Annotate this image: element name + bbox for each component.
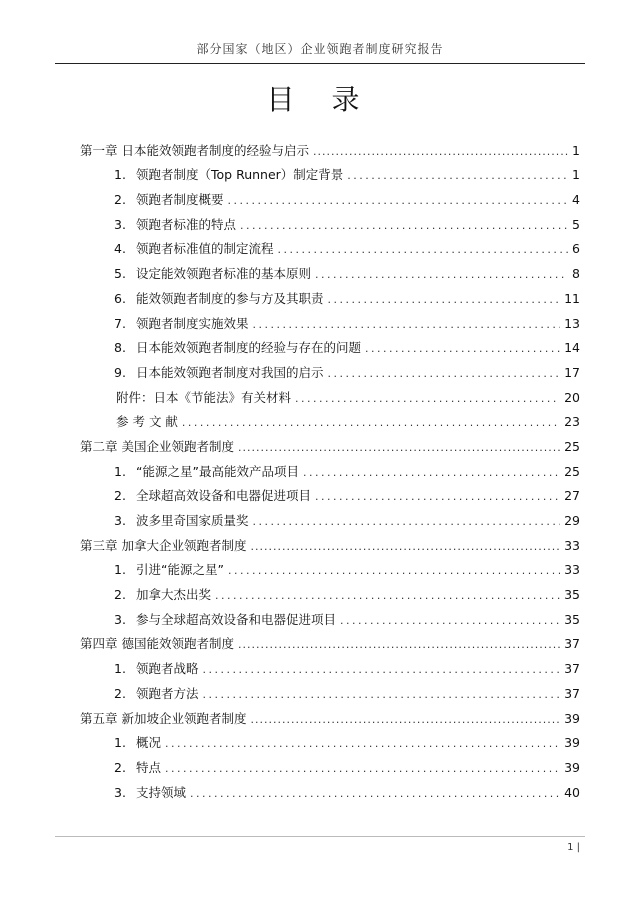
toc-entry[interactable] xyxy=(80,578,580,603)
toc-entry-label: 领跑者标准值的制定流程 xyxy=(136,241,274,257)
toc-entry-page: 39 xyxy=(564,759,580,775)
toc-leader-dots xyxy=(328,293,561,307)
toc-entry-label: 日本能效领跑者制度对我国的启示 xyxy=(136,364,324,380)
toc-entry-label: 第三章 加拿大企业领跑者制度 xyxy=(80,537,247,553)
toc-entry[interactable] xyxy=(80,628,580,653)
toc-entry-number: 2. xyxy=(114,759,126,775)
toc-leader-dots xyxy=(253,515,561,529)
toc-entry-label: 领跑者方法 xyxy=(136,685,199,701)
toc-leader-dots xyxy=(203,688,561,702)
toc-entry-page: 25 xyxy=(564,438,580,454)
toc-entry[interactable] xyxy=(80,332,580,357)
toc-entry-page: 39 xyxy=(564,735,580,751)
toc-entry-label: 第二章 美国企业领跑者制度 xyxy=(80,438,234,454)
toc-leader-dots xyxy=(228,564,560,578)
toc-entry-number: 3. xyxy=(114,611,126,627)
toc-entry-page: 11 xyxy=(564,290,580,306)
toc-entry[interactable] xyxy=(80,208,580,233)
toc-entry[interactable] xyxy=(80,455,580,480)
toc-leader-dots xyxy=(165,762,560,776)
toc-entry-label: 引进“能源之星” xyxy=(136,562,224,578)
toc-entry-page: 13 xyxy=(564,315,580,331)
toc-entry-number: 3. xyxy=(114,216,126,232)
toc-entry-page: 35 xyxy=(564,587,580,603)
toc-entry-page: 37 xyxy=(564,636,580,652)
toc-leader-dots xyxy=(182,416,560,430)
toc-entry-page: 27 xyxy=(564,488,580,504)
toc-leader-dots xyxy=(240,219,568,233)
toc-entry-page: 14 xyxy=(564,340,580,356)
toc-entry-label: 附件：日本《节能法》有关材料 xyxy=(116,389,292,405)
toc-entry-label: 能效领跑者制度的参与方及其职责 xyxy=(136,290,324,306)
toc-entry-label: 领跑者战略 xyxy=(136,661,199,677)
toc-entry-number: 1. xyxy=(114,735,126,751)
toc-entry-number: 2. xyxy=(114,488,126,504)
toc-entry-page: 1 xyxy=(572,167,580,183)
toc-entry-page: 17 xyxy=(564,364,580,380)
toc-entry-label: 概况 xyxy=(136,735,162,751)
toc-entry[interactable] xyxy=(80,406,580,431)
toc-entry-page: 29 xyxy=(564,513,580,528)
toc-entry-number: 1. xyxy=(114,463,126,479)
toc-entry-page: 6 xyxy=(572,241,580,257)
toc-entry-page: 5 xyxy=(572,216,580,232)
toc-leader-dots xyxy=(165,737,560,751)
toc-entry[interactable] xyxy=(80,159,580,184)
toc-entry-label: 特点 xyxy=(136,759,162,775)
toc-leader-dots xyxy=(250,713,560,727)
toc-entry-label: 加拿大杰出奖 xyxy=(136,587,212,603)
toc-leader-dots xyxy=(303,466,560,480)
toc-entry-page: 23 xyxy=(564,414,580,430)
toc-entry-page: 1 xyxy=(572,142,580,158)
toc-entry-number: 1. xyxy=(114,167,126,183)
page-title: 目 录 xyxy=(266,83,374,116)
toc-entry-page: 33 xyxy=(564,537,580,553)
toc-leader-dots xyxy=(238,441,560,455)
toc-entry[interactable] xyxy=(80,751,580,776)
toc-leader-dots xyxy=(278,243,568,257)
toc-leader-dots xyxy=(228,194,568,208)
toc-entry-page: 40 xyxy=(564,784,580,800)
toc-entry[interactable] xyxy=(80,134,580,159)
table-of-contents xyxy=(80,134,580,801)
toc-entry[interactable] xyxy=(80,652,580,677)
toc-entry-page: 33 xyxy=(564,562,580,578)
toc-entry[interactable] xyxy=(80,702,580,727)
toc-entry-label: 参 考 文 献 xyxy=(116,414,178,430)
toc-entry-number: 2. xyxy=(114,192,126,208)
toc-entry-label: 领跑者制度实施效果 xyxy=(136,315,249,331)
toc-entry-label: 第四章 德国能效领跑者制度 xyxy=(80,636,234,652)
toc-entry[interactable] xyxy=(80,381,580,406)
toc-entry-page: 39 xyxy=(564,710,580,726)
page-number: 1 | xyxy=(567,842,580,853)
toc-leader-dots xyxy=(250,540,560,554)
toc-leader-dots xyxy=(347,169,568,183)
toc-entry-number: 2. xyxy=(114,685,126,701)
toc-entry-page: 4 xyxy=(572,192,580,208)
toc-leader-dots xyxy=(365,342,560,356)
toc-entry[interactable] xyxy=(80,183,580,208)
toc-leader-dots xyxy=(340,614,560,628)
toc-entry-number: 7. xyxy=(114,315,126,331)
toc-entry-label: 第一章 日本能效领跑者制度的经验与启示 xyxy=(80,142,309,158)
toc-entry[interactable] xyxy=(80,727,580,752)
toc-leader-dots xyxy=(190,787,560,801)
toc-entry[interactable] xyxy=(80,554,580,579)
toc-leader-dots xyxy=(203,663,561,677)
toc-entry-label: 波多里奇国家质量奖 xyxy=(136,513,249,528)
toc-entry-page: 37 xyxy=(564,661,580,677)
toc-entry-label: 支持领域 xyxy=(136,784,187,800)
toc-entry-number: 6. xyxy=(114,290,126,306)
toc-entry-label: 领跑者制度概要 xyxy=(136,192,224,208)
toc-entry[interactable] xyxy=(80,603,580,628)
toc-leader-dots xyxy=(253,318,561,332)
toc-leader-dots xyxy=(238,638,560,652)
toc-entry[interactable] xyxy=(80,257,580,282)
toc-entry-label: 参与全球超高效设备和电器促进项目 xyxy=(136,611,337,627)
toc-entry-label: 第五章 新加坡企业领跑者制度 xyxy=(80,710,247,726)
toc-leader-dots xyxy=(313,145,568,159)
toc-entry[interactable] xyxy=(80,233,580,258)
header-divider xyxy=(55,63,585,64)
toc-entry-label: 设定能效领跑者标准的基本原则 xyxy=(136,266,312,282)
toc-entry-number: 3. xyxy=(114,513,126,528)
toc-entry-number: 8. xyxy=(114,340,126,356)
toc-entry-page: 35 xyxy=(564,611,580,627)
running-header: 部分国家（地区）企业领跑者制度研究报告 xyxy=(196,42,444,56)
toc-entry-page: 8 xyxy=(572,266,580,282)
toc-entry[interactable] xyxy=(80,677,580,702)
toc-entry-number: 3. xyxy=(114,784,126,800)
toc-leader-dots xyxy=(215,589,560,603)
toc-entry-number: 1. xyxy=(114,562,126,578)
toc-entry-number: 1. xyxy=(114,661,126,677)
toc-entry[interactable] xyxy=(80,282,580,307)
toc-entry-number: 9. xyxy=(114,364,126,380)
toc-entry-number: 4. xyxy=(114,241,126,257)
toc-entry-label: “能源之星”最高能效产品项目 xyxy=(136,463,299,479)
toc-entry-label: 领跑者制度（Top Runner）制定背景 xyxy=(136,167,344,183)
toc-leader-dots xyxy=(295,392,560,406)
toc-entry-label: 日本能效领跑者制度的经验与存在的问题 xyxy=(136,340,362,356)
toc-entry-label: 领跑者标准的特点 xyxy=(136,216,237,232)
toc-entry-page: 20 xyxy=(564,389,580,405)
toc-entry[interactable] xyxy=(80,776,580,801)
toc-entry[interactable] xyxy=(80,430,580,455)
toc-entry[interactable] xyxy=(80,480,580,505)
toc-entry[interactable] xyxy=(80,356,580,381)
toc-leader-dots xyxy=(315,490,560,504)
toc-entry-number: 2. xyxy=(114,587,126,603)
toc-entry[interactable] xyxy=(80,307,580,332)
toc-leader-dots xyxy=(328,367,561,381)
toc-entry-page: 37 xyxy=(564,685,580,701)
toc-entry-page: 25 xyxy=(564,463,580,479)
toc-entry[interactable] xyxy=(80,529,580,554)
toc-entry[interactable] xyxy=(80,504,580,529)
toc-entry-number: 5. xyxy=(114,266,126,282)
toc-leader-dots xyxy=(315,268,568,282)
toc-entry-label: 全球超高效设备和电器促进项目 xyxy=(136,488,312,504)
footer-divider xyxy=(55,836,585,837)
